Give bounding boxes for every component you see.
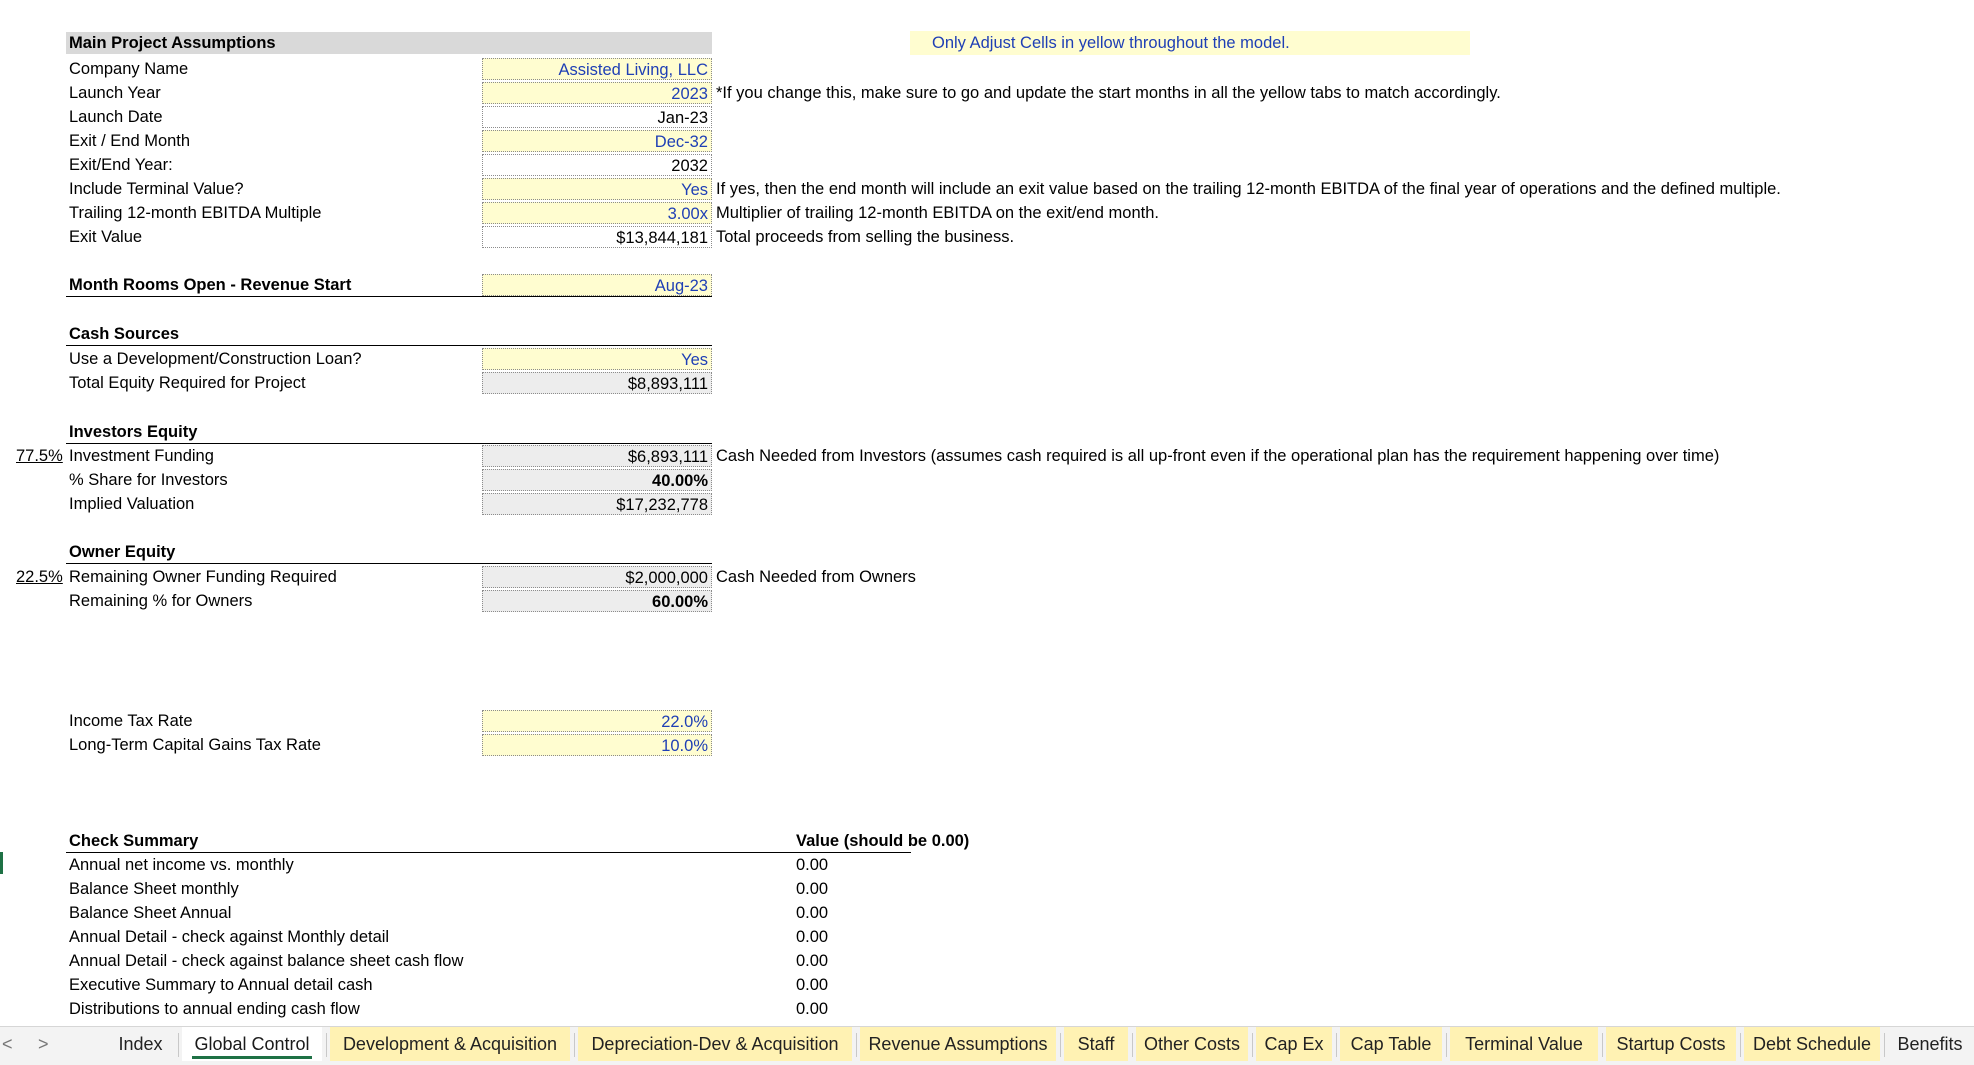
- check-value: 0.00: [796, 976, 829, 994]
- tab-staff[interactable]: Staff: [1064, 1027, 1128, 1061]
- row-label: Include Terminal Value?: [69, 180, 244, 198]
- tab-separator: [1252, 1033, 1253, 1057]
- tab-benefits[interactable]: Benefits: [1897, 1034, 1963, 1054]
- check-label: Balance Sheet monthly: [69, 880, 239, 898]
- tab-separator: [1740, 1033, 1741, 1057]
- exit-value-note: Total proceeds from selling the business.: [716, 228, 1015, 246]
- tab-other-costs[interactable]: Other Costs: [1136, 1027, 1248, 1061]
- check-value-header: Value (should be 0.00): [796, 832, 970, 850]
- row-label: Trailing 12-month EBITDA Multiple: [69, 204, 322, 222]
- owners-pct: 22.5%: [16, 568, 63, 586]
- active-tab-indicator: [192, 1056, 312, 1059]
- prev-sheet-icon[interactable]: <: [2, 1034, 13, 1054]
- investors-header: Investors Equity: [69, 423, 198, 441]
- tab-global-control-label: Global Control: [194, 1034, 310, 1054]
- investment-funding-cell[interactable]: $6,893,111: [482, 445, 712, 467]
- exit-value-cell[interactable]: $13,844,181: [482, 226, 712, 248]
- tab-separator: [1132, 1033, 1133, 1057]
- revenue-start-underline: [66, 296, 712, 297]
- owner-funding-cell[interactable]: $2,000,000: [482, 566, 712, 588]
- tab-separator: [178, 1033, 179, 1057]
- tab-separator: [1446, 1033, 1447, 1057]
- tab-revenue-assumptions[interactable]: Revenue Assumptions: [860, 1027, 1056, 1061]
- row-label: Exit/End Year:: [69, 156, 173, 174]
- revenue-start-input[interactable]: Aug-23: [482, 274, 712, 296]
- cash-sources-header: Cash Sources: [69, 325, 180, 343]
- row-selection-marker: [0, 852, 3, 874]
- construction-loan-input[interactable]: Yes: [482, 348, 712, 370]
- sheet-tab-bar: [0, 1026, 1974, 1065]
- tab-separator: [326, 1033, 327, 1057]
- row-label: Long-Term Capital Gains Tax Rate: [69, 736, 321, 754]
- tab-depreciation-dev-acquisition[interactable]: Depreciation-Dev & Acquisition: [578, 1027, 852, 1061]
- tab-index[interactable]: Index: [118, 1034, 163, 1054]
- tab-separator: [1602, 1033, 1603, 1057]
- row-label: Investment Funding: [69, 447, 214, 465]
- capital-gains-tax-input[interactable]: 10.0%: [482, 734, 712, 756]
- check-label: Distributions to annual ending cash flow: [69, 1000, 360, 1018]
- tab-development-acquisition[interactable]: Development & Acquisition: [330, 1027, 570, 1061]
- row-label: Implied Valuation: [69, 495, 195, 513]
- row-label: Launch Date: [69, 108, 163, 126]
- tab-global-control[interactable]: [182, 1027, 322, 1061]
- tab-terminal-value[interactable]: Terminal Value: [1450, 1027, 1598, 1061]
- check-label: Balance Sheet Annual: [69, 904, 232, 922]
- row-label: Total Equity Required for Project: [69, 374, 306, 392]
- terminal-value-note: If yes, then the end month will include an exit value based on the trailing 12-month EBITDA of the final year of operations and the defined multiple.: [716, 180, 1781, 198]
- tab-cap-table[interactable]: Cap Table: [1340, 1027, 1442, 1061]
- owners-underline: [66, 563, 712, 564]
- row-label: Company Name: [69, 60, 189, 78]
- launch-date-cell[interactable]: Jan-23: [482, 106, 712, 128]
- row-label: Exit Value: [69, 228, 143, 246]
- total-equity-cell[interactable]: $8,893,111: [482, 372, 712, 394]
- tab-separator: [1884, 1033, 1885, 1057]
- check-label: Annual Detail - check against Monthly detail: [69, 928, 390, 946]
- row-label: Launch Year: [69, 84, 161, 102]
- terminal-value-input[interactable]: Yes: [482, 178, 712, 200]
- yellow-note: Only Adjust Cells in yellow throughout the model.: [932, 34, 1290, 52]
- revenue-start-label: Month Rooms Open - Revenue Start: [69, 276, 352, 294]
- ebitda-multiple-note: Multiplier of trailing 12-month EBITDA on the exit/end month.: [716, 204, 1159, 222]
- row-label: Use a Development/Construction Loan?: [69, 350, 362, 368]
- launch-year-note: *If you change this, make sure to go and update the start months in all the yellow tabs to match accordingly.: [716, 84, 1501, 102]
- check-label: Annual Detail - check against balance sheet cash flow: [69, 952, 464, 970]
- tab-cap-ex[interactable]: Cap Ex: [1256, 1027, 1332, 1061]
- check-value: 0.00: [796, 880, 829, 898]
- investment-funding-note: Cash Needed from Investors (assumes cash required is all up-front even if the operational plan has the requirement happening over time): [716, 447, 1720, 465]
- owner-funding-note: Cash Needed from Owners: [716, 568, 916, 586]
- check-label: Annual net income vs. monthly: [69, 856, 294, 874]
- tab-separator: [1060, 1033, 1061, 1057]
- tab-separator: [574, 1033, 575, 1057]
- ebitda-multiple-input[interactable]: 3.00x: [482, 202, 712, 224]
- tab-separator: [856, 1033, 857, 1057]
- investor-share-cell[interactable]: 40.00%: [482, 469, 712, 491]
- main-header: Main Project Assumptions: [69, 34, 276, 52]
- check-summary-header: Check Summary: [69, 832, 199, 850]
- investors-pct: 77.5%: [16, 447, 63, 465]
- row-label: % Share for Investors: [69, 471, 228, 489]
- tab-startup-costs[interactable]: Startup Costs: [1606, 1027, 1736, 1061]
- tab-debt-schedule[interactable]: Debt Schedule: [1744, 1027, 1880, 1061]
- check-value: 0.00: [796, 1000, 829, 1018]
- owners-header: Owner Equity: [69, 543, 176, 561]
- row-label: Exit / End Month: [69, 132, 191, 150]
- next-sheet-icon[interactable]: >: [38, 1034, 49, 1054]
- implied-valuation-cell[interactable]: $17,232,778: [482, 493, 712, 515]
- tab-separator: [1336, 1033, 1337, 1057]
- check-value: 0.00: [796, 952, 829, 970]
- row-label: Remaining % for Owners: [69, 592, 253, 610]
- row-label: Remaining Owner Funding Required: [69, 568, 337, 586]
- launch-year-input[interactable]: 2023: [482, 82, 712, 104]
- check-value: 0.00: [796, 904, 829, 922]
- income-tax-input[interactable]: 22.0%: [482, 710, 712, 732]
- cash-sources-underline: [66, 345, 712, 346]
- exit-month-input[interactable]: Dec-32: [482, 130, 712, 152]
- check-value: 0.00: [796, 856, 829, 874]
- check-label: Executive Summary to Annual detail cash: [69, 976, 373, 994]
- row-label: Income Tax Rate: [69, 712, 193, 730]
- check-value: 0.00: [796, 928, 829, 946]
- exit-year-cell[interactable]: 2032: [482, 154, 712, 176]
- owner-share-cell[interactable]: 60.00%: [482, 590, 712, 612]
- company-name-input[interactable]: Assisted Living, LLC: [482, 58, 712, 80]
